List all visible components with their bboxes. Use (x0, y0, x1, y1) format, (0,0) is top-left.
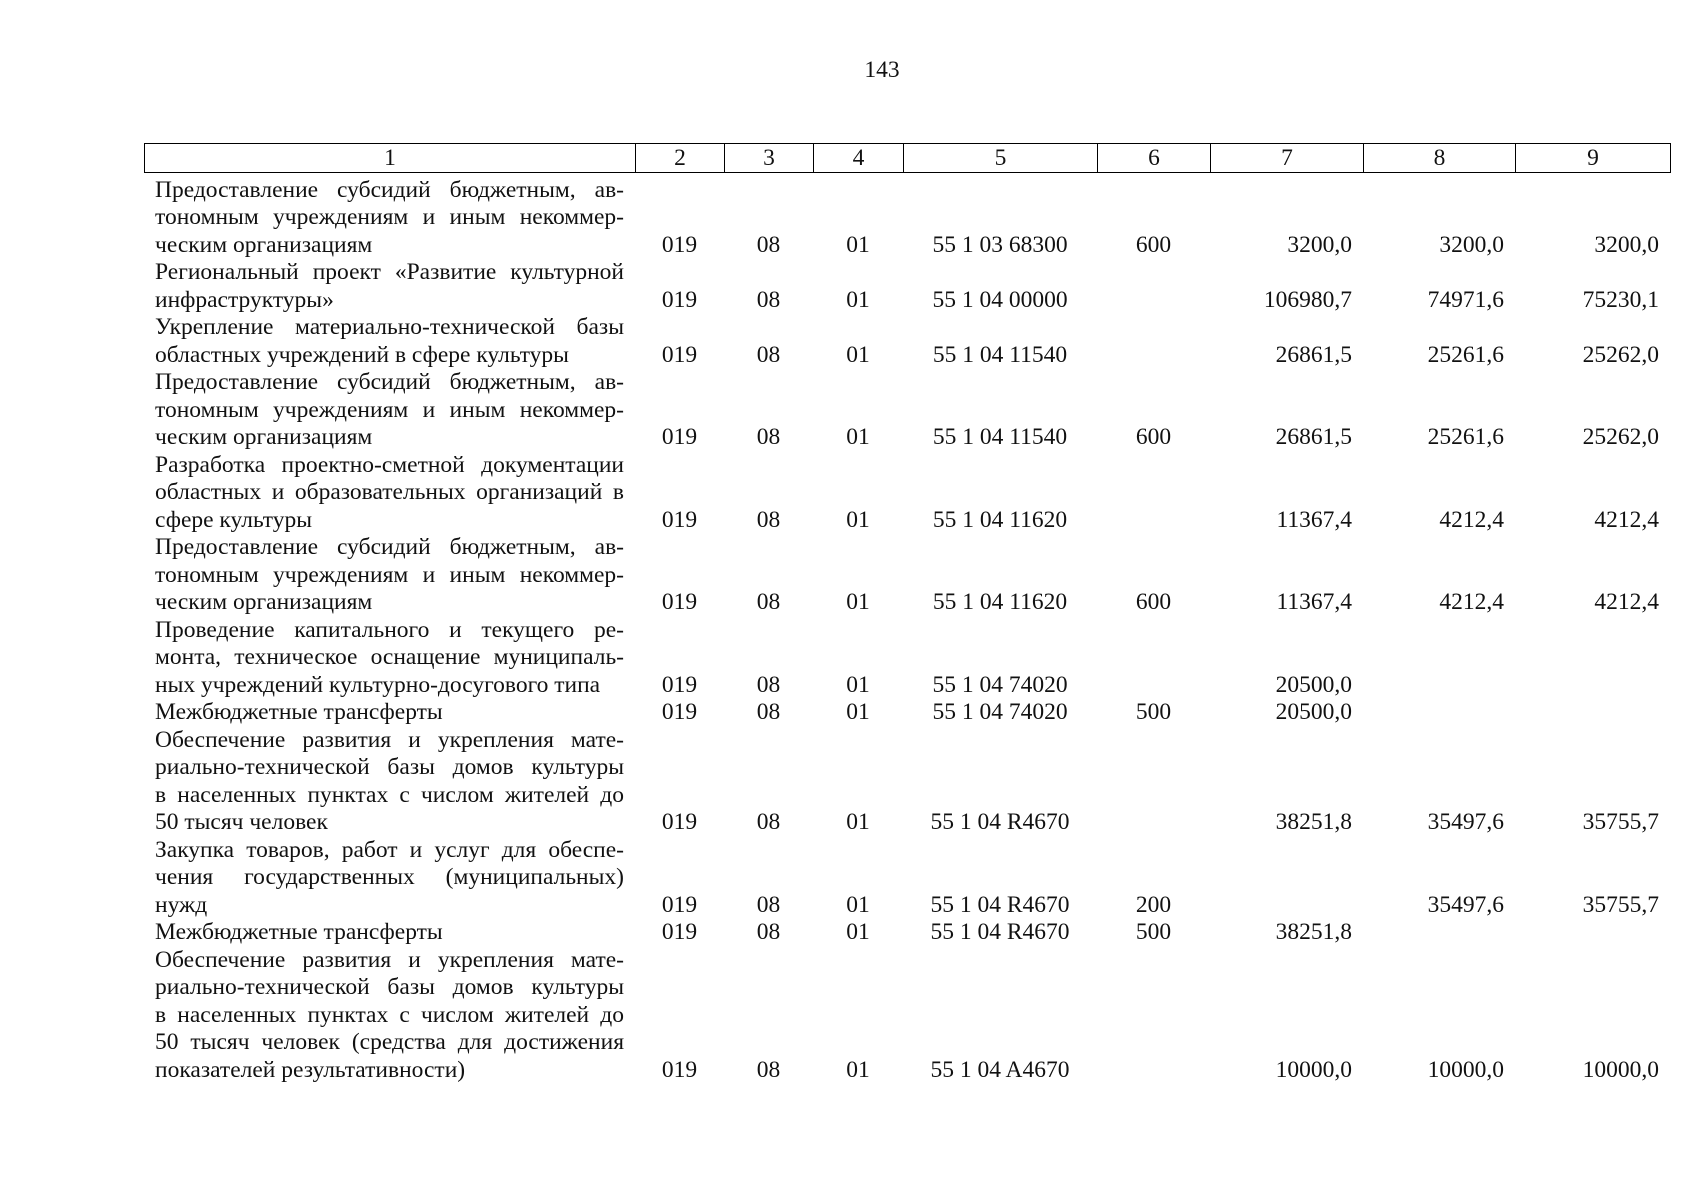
amount-cell-col-7: 26861,5 (1275, 341, 1352, 368)
code-cell-col-3: 08 (756, 699, 781, 725)
amount-cell-col-8: 10000,0 (1427, 1056, 1504, 1083)
code-cell-col-2: 019 (661, 341, 698, 368)
table-row (144, 727, 1670, 837)
code-cell-col-2: 019 (661, 699, 698, 725)
row-description (144, 837, 635, 920)
code-cell-col-4: 01 (846, 286, 870, 313)
header-cell-col-7: 7 (1211, 144, 1364, 173)
table-row (144, 534, 1670, 617)
row-description (144, 699, 635, 727)
header-cell-col-1: 1 (145, 144, 636, 173)
amount-cell-col-7: 20500,0 (1275, 699, 1352, 725)
table-body (144, 177, 1670, 1085)
table-row (144, 837, 1670, 920)
description-line: Укрепление материально-технической базы (155, 314, 624, 340)
code-cell-col-4: 01 (846, 699, 870, 725)
description-line: областных и образовательных организаций в (155, 479, 624, 505)
description-line: тономным учреждениям и иным некоммер- (155, 396, 624, 423)
code-cell-col-4: 01 (846, 1056, 870, 1083)
description-line: риально-технической базы домов культуры (155, 754, 624, 780)
description-line: монта, техническое оснащение муниципаль- (155, 644, 624, 670)
header-cell-col-9: 9 (1516, 144, 1671, 173)
header-cell-col-5: 5 (904, 144, 1098, 173)
page-number: 143 (864, 57, 900, 83)
amount-cell-col-8: 35497,6 (1427, 891, 1504, 918)
header-cell-col-4: 4 (814, 144, 904, 173)
row-description (144, 259, 635, 314)
description-line: Предоставление субсидий бюджетным, ав- (155, 534, 624, 560)
description-line: в населенных пунктах с числом жителей до (155, 1001, 624, 1028)
amount-cell-col-9: 10000,0 (1582, 1056, 1659, 1083)
table-header (144, 143, 1671, 173)
amount-cell-col-9: 35755,7 (1582, 891, 1659, 918)
code-cell-col-4: 01 (846, 891, 870, 918)
code-cell-col-6: 200 (1135, 891, 1172, 918)
code-cell-col-2: 019 (661, 286, 698, 313)
description-line: в населенных пунктах с числом жителей до (155, 781, 624, 808)
table-row (144, 259, 1670, 314)
code-cell-col-2: 019 (661, 671, 698, 698)
code-cell-col-2: 019 (661, 809, 698, 835)
code-cell-col-5: 55 1 04 R4670 (930, 809, 1070, 835)
code-cell-col-4: 01 (846, 919, 870, 945)
amount-cell-col-9: 25262,0 (1582, 424, 1659, 450)
row-description (144, 452, 635, 535)
row-description (144, 947, 635, 1085)
code-cell-col-3: 08 (756, 589, 781, 615)
amount-cell-col-9: 4212,4 (1594, 589, 1659, 615)
code-cell-col-5: 55 1 04 00000 (932, 286, 1068, 313)
code-cell-col-5: 55 1 04 74020 (932, 671, 1068, 698)
amount-cell-col-8: 4212,4 (1439, 506, 1504, 533)
amount-cell-col-9: 3200,0 (1594, 231, 1659, 258)
amount-cell-col-8: 74971,6 (1427, 286, 1504, 313)
code-cell-col-3: 08 (756, 424, 781, 450)
description-line: Проведение капитального и текущего ре- (155, 616, 624, 643)
code-cell-col-2: 019 (661, 1056, 698, 1083)
description-line: сфере культуры (155, 506, 313, 533)
code-cell-col-4: 01 (846, 506, 870, 533)
code-cell-col-3: 08 (756, 231, 781, 258)
amount-cell-col-7: 106980,7 (1263, 286, 1352, 313)
description-line: ческим организациям (155, 231, 373, 258)
description-line: риально-технической базы домов культуры (155, 974, 624, 1000)
description-line: Межбюджетные трансферты (155, 919, 443, 945)
amount-cell-col-7: 11367,4 (1276, 589, 1352, 615)
table-row (144, 177, 1670, 260)
header-row (145, 144, 1671, 173)
description-line: показателей результативности) (155, 1056, 466, 1083)
amount-cell-col-9: 75230,1 (1582, 286, 1659, 313)
amount-cell-col-7: 38251,8 (1275, 809, 1352, 835)
code-cell-col-6: 500 (1135, 699, 1172, 725)
description-line: областных учреждений в сфере культуры (155, 341, 569, 368)
row-description (144, 919, 635, 947)
description-line: инфраструктуры» (155, 286, 334, 313)
code-cell-col-5: 55 1 04 11540 (932, 341, 1068, 368)
description-line: 50 тысяч человек (средства для достижения (155, 1029, 624, 1055)
code-cell-col-3: 08 (756, 891, 781, 918)
code-cell-col-4: 01 (846, 424, 870, 450)
row-description (144, 617, 635, 700)
code-cell-col-2: 019 (661, 424, 698, 450)
code-cell-col-5: 55 1 04 11620 (932, 589, 1068, 615)
header-cell-col-3: 3 (725, 144, 814, 173)
row-description (144, 534, 635, 617)
header-cell-col-6: 6 (1098, 144, 1211, 173)
description-line: Разработка проектно-сметной документации (155, 451, 624, 478)
description-line: ческим организациям (155, 424, 373, 450)
code-cell-col-4: 01 (846, 809, 870, 835)
code-cell-col-3: 08 (756, 286, 781, 313)
code-cell-col-4: 01 (846, 671, 870, 698)
code-cell-col-3: 08 (756, 919, 781, 945)
code-cell-col-2: 019 (661, 891, 698, 918)
code-cell-col-2: 019 (661, 589, 698, 615)
code-cell-col-3: 08 (756, 341, 781, 368)
amount-cell-col-8: 25261,6 (1427, 341, 1504, 368)
amount-cell-col-8: 25261,6 (1427, 424, 1504, 450)
description-line: чения государственных (муниципальных) (155, 864, 624, 890)
code-cell-col-5: 55 1 04 11620 (932, 506, 1068, 533)
description-line: Обеспечение развития и укрепления мате- (155, 946, 624, 973)
amount-cell-col-8: 4212,4 (1439, 589, 1504, 615)
code-cell-col-6: 600 (1135, 424, 1172, 450)
row-description (144, 177, 635, 260)
table-row (144, 699, 1670, 727)
code-cell-col-5: 55 1 04 11540 (932, 424, 1068, 450)
table-row (144, 617, 1670, 700)
description-line: Предоставление субсидий бюджетным, ав- (155, 176, 624, 203)
code-cell-col-2: 019 (661, 919, 698, 945)
code-cell-col-5: 55 1 04 R4670 (930, 919, 1070, 945)
description-line: ных учреждений культурно-досугового типа (155, 671, 601, 698)
amount-cell-col-7: 38251,8 (1275, 919, 1352, 945)
table-row (144, 947, 1670, 1085)
code-cell-col-6: 600 (1135, 231, 1172, 258)
description-line: Закупка товаров, работ и услуг для обеспе- (155, 836, 624, 863)
code-cell-col-5: 55 1 04 74020 (932, 699, 1068, 725)
code-cell-col-2: 019 (661, 231, 698, 258)
amount-cell-col-8: 35497,6 (1427, 809, 1504, 835)
table-row (144, 452, 1670, 535)
description-line: ческим организациям (155, 589, 373, 615)
amount-cell-col-9: 4212,4 (1594, 506, 1659, 533)
description-line: тономным учреждениям и иным некоммер- (155, 561, 624, 588)
row-description (144, 314, 635, 369)
row-description (144, 369, 635, 452)
header-cell-col-2: 2 (636, 144, 725, 173)
code-cell-col-3: 08 (756, 506, 781, 533)
description-line: Региональный проект «Развитие культурной (155, 259, 624, 285)
amount-cell-col-7: 20500,0 (1275, 671, 1352, 698)
code-cell-col-3: 08 (756, 809, 781, 835)
code-cell-col-4: 01 (846, 589, 870, 615)
code-cell-col-3: 08 (756, 671, 781, 698)
code-cell-col-4: 01 (846, 231, 870, 258)
table-row (144, 919, 1670, 947)
table-row (144, 369, 1670, 452)
row-description (144, 727, 635, 837)
amount-cell-col-9: 25262,0 (1582, 341, 1659, 368)
description-line: Обеспечение развития и укрепления мате- (155, 726, 624, 753)
description-line: Межбюджетные трансферты (155, 699, 443, 725)
description-line: 50 тысяч человек (155, 809, 328, 835)
table-row (144, 314, 1670, 369)
description-line: тономным учреждениям и иным некоммер- (155, 204, 624, 230)
code-cell-col-5: 55 1 04 R4670 (930, 891, 1070, 918)
amount-cell-col-7: 10000,0 (1275, 1056, 1352, 1083)
code-cell-col-6: 500 (1135, 919, 1172, 945)
code-cell-col-3: 08 (756, 1056, 781, 1083)
code-cell-col-5: 55 1 04 A4670 (930, 1056, 1070, 1083)
amount-cell-col-8: 3200,0 (1439, 231, 1504, 258)
code-cell-col-5: 55 1 03 68300 (932, 231, 1068, 258)
description-line: нужд (155, 891, 208, 918)
amount-cell-col-9: 35755,7 (1582, 809, 1659, 835)
code-cell-col-2: 019 (661, 506, 698, 533)
amount-cell-col-7: 26861,5 (1275, 424, 1352, 450)
header-cell-col-8: 8 (1364, 144, 1516, 173)
amount-cell-col-7: 11367,4 (1276, 506, 1352, 533)
code-cell-col-6: 600 (1135, 589, 1172, 615)
description-line: Предоставление субсидий бюджетным, ав- (155, 369, 624, 395)
amount-cell-col-7: 3200,0 (1287, 231, 1352, 258)
code-cell-col-4: 01 (846, 341, 870, 368)
